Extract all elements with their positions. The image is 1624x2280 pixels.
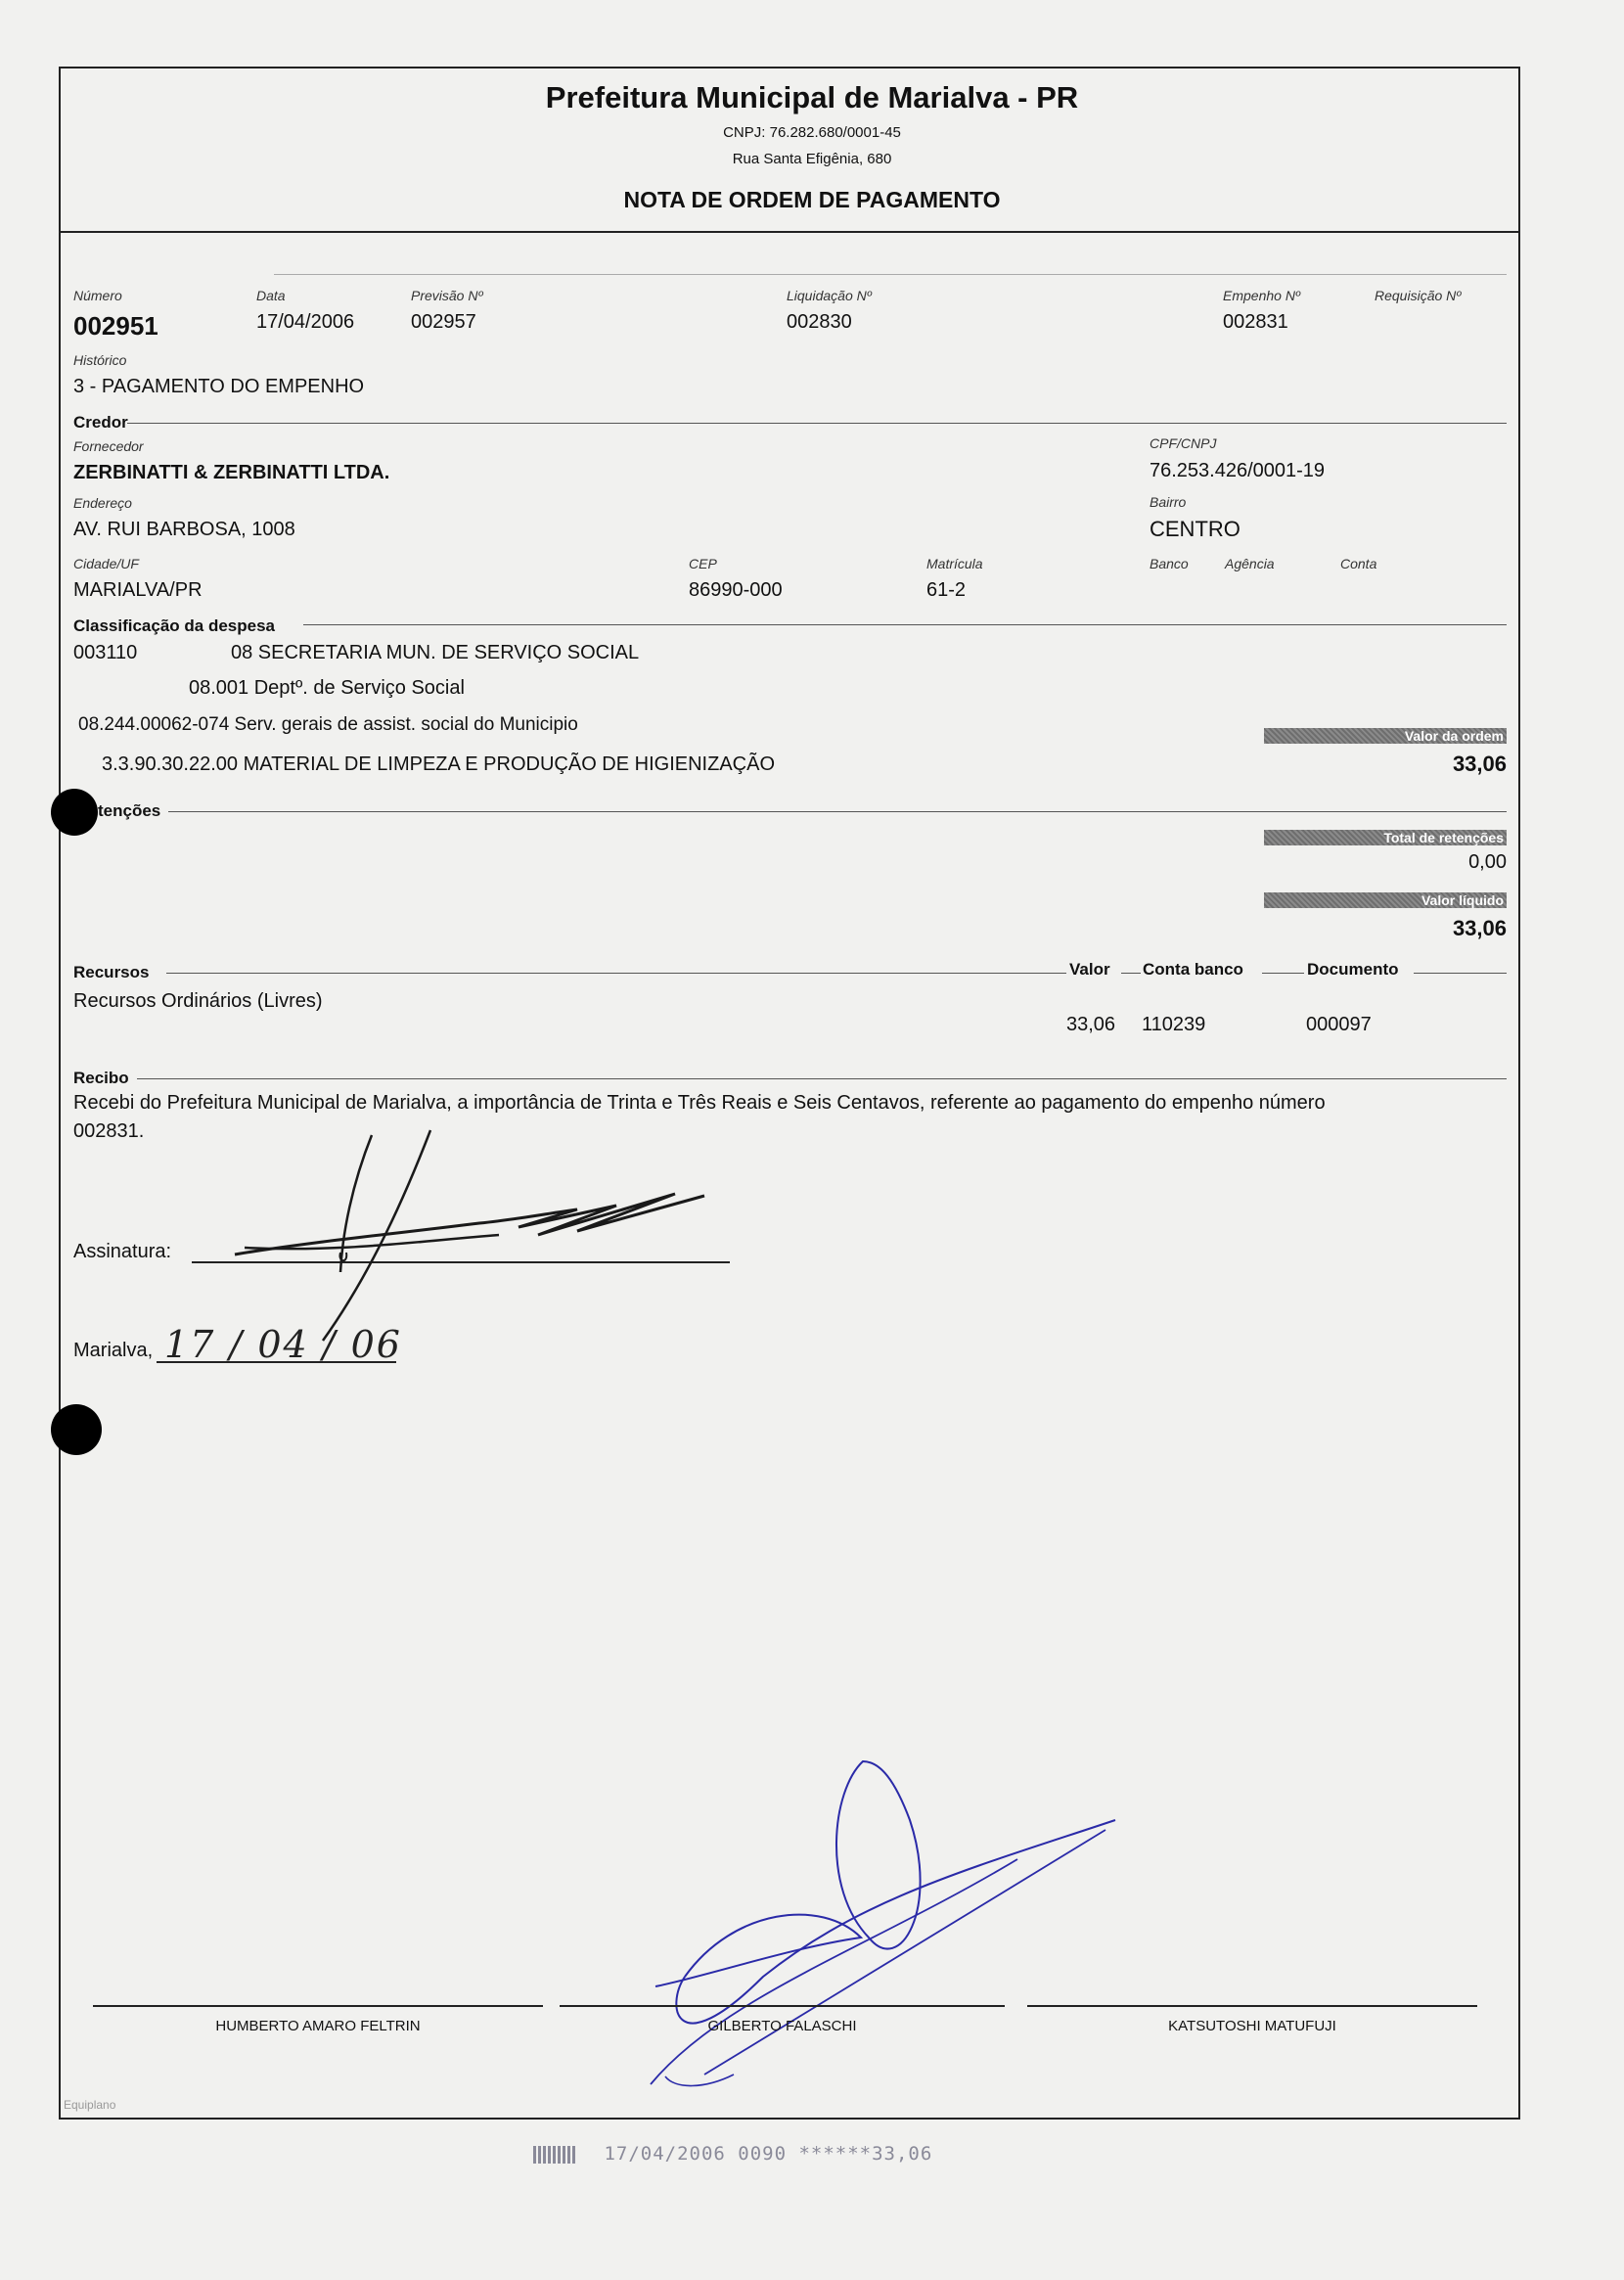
recursos-divider-2 [1121, 973, 1141, 974]
agencia-label: Agência [1225, 556, 1275, 571]
retencoes-divider [168, 811, 1507, 812]
classificacao-line1: 08 SECRETARIA MUN. DE SERVIÇO SOCIAL [231, 642, 640, 663]
signature-line-3 [1027, 2005, 1477, 2007]
document-type: NOTA DE ORDEM DE PAGAMENTO [623, 187, 1001, 212]
classificacao-line2: 08.001 Deptº. de Serviço Social [189, 677, 465, 699]
liquidacao-label: Liquidação Nº [787, 288, 872, 303]
bairro-label: Bairro [1150, 494, 1187, 510]
requisicao-label: Requisição Nº [1375, 288, 1462, 303]
recibo-section: Recibo [73, 1069, 129, 1087]
local-label: Marialva, [73, 1340, 154, 1361]
matricula-label: Matrícula [926, 556, 983, 571]
signatory-1: HUMBERTO AMARO FELTRIN [215, 2018, 421, 2034]
classificacao-section: Classificação da despesa [73, 616, 276, 635]
signature-line-2 [560, 2005, 1005, 2007]
classificacao-line4: 3.3.90.30.22.00 MATERIAL DE LIMPEZA E PRODUÇÃO DE HIGIENIZAÇÃO [102, 753, 775, 775]
banco-label: Banco [1150, 556, 1189, 571]
recursos-name: Recursos Ordinários (Livres) [73, 990, 323, 1012]
fornecedor-label: Fornecedor [73, 438, 144, 454]
numero-value: 002951 [73, 311, 158, 341]
signatory-3: KATSUTOSHI MATUFUJI [1168, 2018, 1336, 2034]
address: Rua Santa Efigênia, 680 [732, 151, 892, 167]
previsao-label: Previsão Nº [411, 288, 483, 303]
recursos-divider-4 [1414, 973, 1507, 974]
classificacao-code: 003110 [73, 642, 138, 663]
credor-section: Credor [73, 413, 128, 432]
recibo-divider [137, 1078, 1507, 1079]
recursos-documento: 000097 [1306, 1014, 1372, 1035]
endereco-label: Endereço [73, 495, 132, 511]
cep-value: 86990-000 [689, 579, 783, 601]
recibo-text-1: Recebi do Prefeitura Municipal de Marialva, a importância de Trinta e Três Reais e Seis Centavos, referente ao pagamento do empenho número [73, 1092, 1326, 1114]
recibo-text-2: 002831. [73, 1120, 145, 1142]
signatory-2: GILBERTO FALASCHI [707, 2018, 857, 2034]
empenho-value: 002831 [1223, 311, 1288, 333]
recibo-signature [225, 1125, 734, 1341]
header-divider [59, 231, 1520, 233]
bottom-signature [646, 1752, 1135, 2104]
cidade-value: MARIALVA/PR [73, 579, 203, 601]
date-line [157, 1361, 396, 1363]
matricula-value: 61-2 [926, 579, 967, 601]
total-retencoes-value: 0,00 [1468, 851, 1507, 873]
recursos-section: Recursos [73, 963, 150, 981]
bank-stamp-text: 17/04/2006 0090 ******33,06 [604, 2143, 933, 2165]
credor-divider [127, 423, 1507, 424]
bank-stamp [533, 2143, 932, 2165]
previsao-value: 002957 [411, 311, 476, 333]
recursos-documento-label: Documento [1307, 960, 1399, 979]
conta-label: Conta [1340, 556, 1377, 571]
recursos-conta-label: Conta banco [1143, 960, 1243, 979]
recursos-conta: 110239 [1142, 1014, 1206, 1035]
retencoes-section: tenções [98, 801, 161, 820]
software-credit: Equiplano [64, 2098, 116, 2112]
cidade-label: Cidade/UF [73, 556, 139, 571]
endereco-value: AV. RUI BARBOSA, 1008 [73, 519, 295, 540]
valor-liquido-bar: Valor líquido [1264, 892, 1507, 908]
assinatura-label: Assinatura: [73, 1241, 172, 1262]
recursos-divider-3 [1262, 973, 1304, 974]
bank-stamp-logo [533, 2146, 576, 2164]
punch-hole [51, 789, 98, 836]
recursos-valor: 33,06 [1066, 1014, 1116, 1035]
historico-value: 3 - PAGAMENTO DO EMPENHO [73, 376, 365, 397]
classificacao-divider [303, 624, 1507, 625]
valor-liquido-value: 33,06 [1452, 916, 1507, 940]
handwritten-date: 17 / 04 / 06 [164, 1323, 402, 1366]
fornecedor-value: ZERBINATTI & ZERBINATTI LTDA. [73, 462, 390, 483]
valor-ordem-bar: Valor da ordem [1264, 728, 1507, 744]
valor-ordem-value: 33,06 [1452, 752, 1507, 776]
signature-line-1 [93, 2005, 543, 2007]
empenho-label: Empenho Nº [1223, 288, 1301, 303]
liquidacao-value: 002830 [787, 311, 852, 333]
historico-label: Histórico [73, 352, 127, 368]
page-title: Prefeitura Municipal de Marialva - PR [545, 80, 1079, 114]
cpf-label: CPF/CNPJ [1150, 435, 1217, 451]
bairro-value: CENTRO [1150, 517, 1241, 541]
cpf-value: 76.253.426/0001-19 [1150, 460, 1326, 481]
data-label: Data [256, 288, 286, 303]
numero-label: Número [73, 288, 122, 303]
data-value: 17/04/2006 [256, 311, 355, 333]
recursos-valor-label: Valor [1069, 960, 1110, 979]
punch-hole-2 [51, 1404, 102, 1455]
cnpj: CNPJ: 76.282.680/0001-45 [723, 124, 901, 141]
classificacao-line3: 08.244.00062-074 Serv. gerais de assist. social do Municipio [78, 714, 578, 735]
recursos-divider-1 [166, 973, 1066, 974]
cep-label: CEP [689, 556, 717, 571]
thin-divider [274, 274, 1507, 275]
total-retencoes-bar: Total de retenções [1264, 830, 1507, 845]
